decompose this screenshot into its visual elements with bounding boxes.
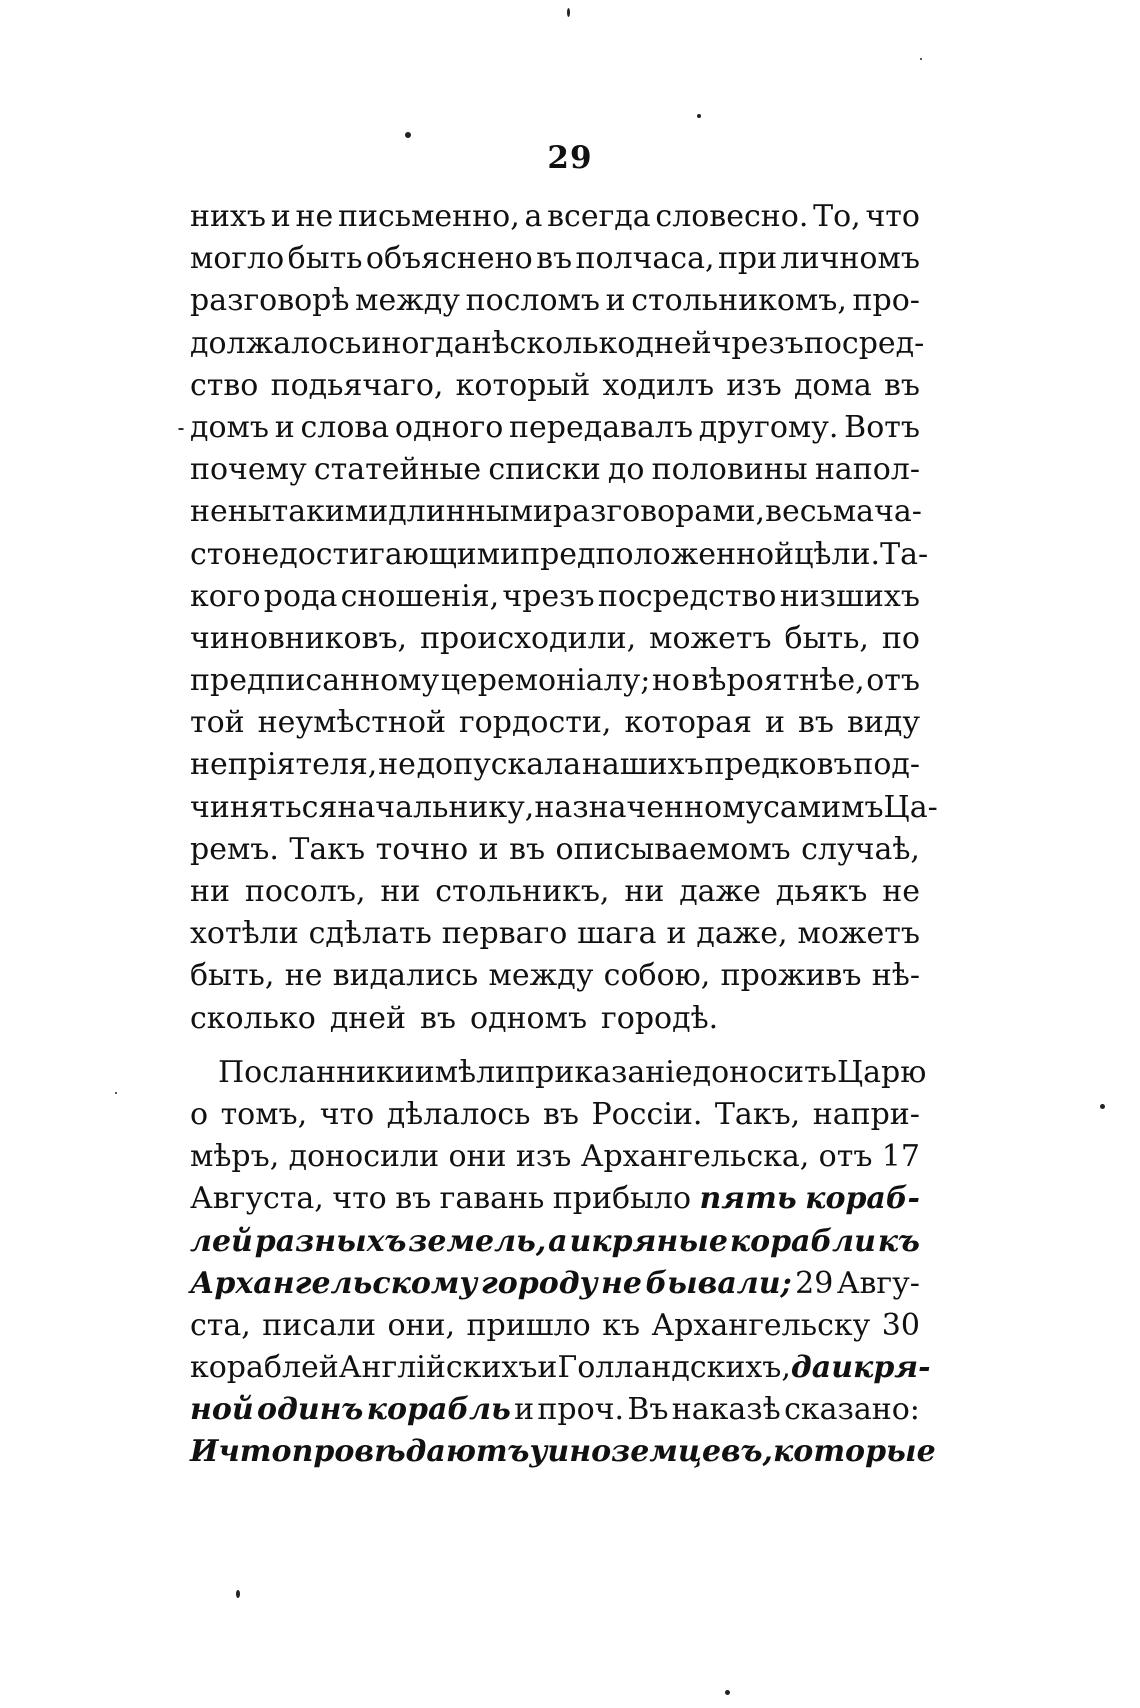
- word: которая: [624, 705, 752, 741]
- word: въ: [542, 1096, 579, 1132]
- word: напол-: [814, 452, 920, 488]
- word: точно: [375, 831, 469, 867]
- word: нѣ-: [871, 958, 920, 994]
- text-line: [190, 449, 920, 491]
- text-line: [190, 1431, 936, 1473]
- word: слова: [300, 409, 390, 445]
- italic-word: не: [601, 1265, 642, 1301]
- word: предположенной: [520, 536, 795, 572]
- word: доносить: [692, 1054, 837, 1090]
- word: имѣли: [414, 1054, 516, 1090]
- word: письменно,: [337, 199, 520, 234]
- word: видались: [332, 958, 479, 994]
- word: про-: [852, 283, 920, 319]
- word: и: [666, 916, 687, 952]
- word: почему: [190, 452, 307, 488]
- text-line: [190, 1263, 920, 1305]
- word: проч.: [537, 1392, 625, 1428]
- scan-speck: [1100, 1104, 1105, 1109]
- word: длинными: [388, 494, 553, 530]
- word: посолъ,: [244, 874, 366, 909]
- word: прибыло: [552, 1181, 692, 1217]
- word: церемоніалу;: [440, 663, 651, 699]
- word: дѣлалось: [386, 1096, 531, 1132]
- word: сказано:: [784, 1392, 920, 1428]
- word: полчаса,: [575, 241, 715, 277]
- word: а: [524, 199, 543, 234]
- word: быть: [287, 241, 363, 277]
- word: что: [332, 1181, 387, 1217]
- word: чиняться: [190, 789, 338, 825]
- page-number: 29: [547, 140, 593, 176]
- text-line: [190, 1052, 927, 1094]
- italic-word: икря-: [831, 1350, 931, 1386]
- word: можетъ: [797, 916, 920, 952]
- word: одного: [394, 409, 504, 445]
- text-line: [190, 196, 920, 238]
- word: и: [537, 1350, 558, 1386]
- word: той: [190, 705, 245, 741]
- word: ни: [190, 874, 230, 909]
- word: самимъ: [763, 789, 884, 825]
- word: не: [378, 747, 416, 783]
- word: въ: [536, 241, 573, 277]
- word: цѣли.: [794, 536, 881, 572]
- word: ста,: [190, 1307, 251, 1343]
- word: что: [319, 1096, 375, 1132]
- word: сношенія,: [340, 578, 500, 614]
- text-line: [190, 1094, 920, 1136]
- word: другому.: [698, 409, 839, 445]
- word: изъ: [726, 367, 782, 403]
- word: неумѣстной: [257, 705, 446, 741]
- italic-word: корабли: [729, 1223, 876, 1259]
- word: предковъ: [704, 747, 853, 783]
- word: Царю: [836, 1054, 927, 1090]
- text-line: [190, 660, 920, 702]
- text-line: [190, 871, 920, 913]
- word: томъ,: [220, 1096, 308, 1132]
- word: между: [355, 283, 460, 319]
- word: кого: [190, 578, 261, 614]
- word: и: [605, 283, 626, 319]
- word: сколько: [190, 1000, 316, 1036]
- word: достигающими: [279, 536, 521, 572]
- text-line: [190, 1178, 920, 1220]
- word: нены: [190, 494, 272, 530]
- italic-word: бывали;: [645, 1265, 792, 1301]
- word: Россіи.: [591, 1096, 703, 1132]
- word: городѣ.: [601, 1000, 719, 1036]
- word: Посланники: [218, 1054, 415, 1090]
- word: и: [764, 705, 785, 741]
- italic-word: къ: [877, 1223, 920, 1259]
- word: въ: [509, 831, 546, 867]
- word: подьячаго,: [270, 367, 444, 403]
- scan-speck: [567, 8, 570, 17]
- word: нѣсколько: [471, 325, 636, 361]
- word: Архангельску: [651, 1307, 871, 1343]
- word: и: [514, 1392, 535, 1428]
- italic-word: у: [529, 1434, 548, 1470]
- word: Та-: [880, 536, 929, 572]
- word: быть,: [784, 620, 869, 656]
- word: статейные: [313, 452, 482, 488]
- word: Вотъ: [844, 409, 920, 445]
- text-line: [190, 1389, 920, 1431]
- italic-word: пять: [699, 1181, 797, 1217]
- word: и: [478, 831, 499, 867]
- italic-word: Архангельскому: [190, 1265, 478, 1301]
- word: изъ: [515, 1139, 572, 1175]
- text-line: [190, 618, 920, 660]
- word: посред-: [803, 325, 925, 361]
- word: Архангельска,: [580, 1139, 810, 1175]
- word: доносили: [288, 1139, 440, 1175]
- text-line: [190, 744, 920, 786]
- word: посломъ: [465, 283, 600, 319]
- word: при: [717, 241, 778, 277]
- text-line: [190, 280, 920, 322]
- italic-word: что: [218, 1434, 292, 1470]
- word: допускала: [416, 747, 582, 783]
- word: 29: [795, 1265, 834, 1301]
- word: непріятеля,: [190, 747, 378, 783]
- word: отъ: [866, 663, 920, 699]
- italic-word: одинъ: [257, 1392, 364, 1428]
- italic-word: разныхъ: [254, 1223, 407, 1259]
- word: случаѣ,: [801, 831, 920, 867]
- text-line: [190, 534, 929, 576]
- word: между: [488, 958, 594, 994]
- word: въ: [797, 705, 834, 741]
- word: что: [865, 199, 920, 234]
- text-line: [190, 365, 920, 407]
- word: пришло: [466, 1307, 591, 1343]
- text-line: [190, 955, 920, 997]
- word: и: [274, 409, 295, 445]
- word: Англійскихъ: [338, 1350, 538, 1386]
- word: ча-: [874, 494, 922, 530]
- word: предписанному: [190, 663, 440, 699]
- word: можетъ: [649, 620, 772, 656]
- word: разговорѣ: [190, 283, 350, 319]
- word: вѣроятнѣе,: [691, 663, 865, 699]
- word: такими: [271, 494, 389, 530]
- word: 17: [881, 1139, 920, 1175]
- word: посредство: [597, 578, 777, 614]
- word: под-: [853, 747, 920, 783]
- text-line: [190, 829, 920, 871]
- word: напри-: [812, 1096, 920, 1132]
- word: перваго: [441, 916, 568, 952]
- word: личномъ: [780, 241, 920, 277]
- italic-word: земель,: [408, 1223, 547, 1259]
- word: всегда: [547, 199, 651, 234]
- text-line: [190, 491, 920, 533]
- word: мѣръ,: [190, 1139, 280, 1175]
- word: хотѣли: [190, 916, 299, 952]
- word: отъ: [818, 1139, 873, 1175]
- italic-word: провѣдаютъ: [291, 1434, 530, 1470]
- word: и: [270, 199, 291, 234]
- word: въ: [395, 1181, 432, 1217]
- word: Авгу-: [836, 1265, 920, 1301]
- text-line: [190, 998, 920, 1040]
- word: рода: [263, 578, 338, 614]
- text-line: [190, 1136, 920, 1178]
- text-line: [190, 323, 925, 365]
- word: описываемомъ: [555, 831, 791, 867]
- word: чиновниковъ,: [190, 620, 408, 656]
- scan-speck: [920, 58, 922, 60]
- text-line: [190, 407, 920, 449]
- word: Въ: [627, 1392, 669, 1428]
- word: должалось: [190, 325, 362, 361]
- scan-speck: [725, 1690, 730, 1695]
- italic-word: икряные: [569, 1223, 728, 1259]
- word: не: [295, 199, 334, 234]
- word: Такъ: [289, 831, 366, 867]
- word: до: [607, 452, 645, 488]
- word: ремъ.: [190, 831, 279, 867]
- word: весьма: [765, 494, 875, 530]
- word: Августа,: [190, 1181, 324, 1217]
- word: но: [651, 663, 690, 699]
- body-text: [190, 196, 938, 1474]
- word: сдѣлать: [308, 916, 432, 952]
- word: не: [882, 874, 920, 909]
- word: они: [448, 1139, 507, 1175]
- word: могло: [190, 241, 285, 277]
- scan-speck: [697, 114, 701, 118]
- word: который: [455, 367, 591, 403]
- italic-word: городу: [480, 1265, 598, 1301]
- word: списки: [488, 452, 601, 488]
- italic-word: корабль: [366, 1392, 511, 1428]
- scan-speck: [178, 428, 184, 430]
- word: дома: [793, 367, 872, 403]
- word: ство: [190, 367, 259, 403]
- word: ни: [380, 874, 421, 909]
- word: даже,: [696, 916, 788, 952]
- word: дней: [635, 325, 712, 361]
- word: къ: [602, 1307, 641, 1343]
- word: они,: [387, 1307, 456, 1343]
- word: начальнику,: [337, 789, 535, 825]
- word: чрезъ: [711, 325, 804, 361]
- italic-word: да: [790, 1350, 832, 1386]
- word: по: [881, 620, 920, 656]
- word: гордости,: [458, 705, 612, 741]
- word: 30: [881, 1307, 920, 1343]
- scan-speck: [236, 1590, 240, 1598]
- word: кораблей: [190, 1350, 339, 1386]
- word: приказаніе: [515, 1054, 693, 1090]
- word: писали: [262, 1307, 377, 1343]
- word: происходили,: [420, 620, 637, 656]
- italic-word: лей: [190, 1223, 253, 1259]
- word: о: [190, 1096, 209, 1132]
- word: То,: [813, 199, 861, 234]
- word: Голландскихъ,: [557, 1350, 791, 1386]
- word: иногда: [361, 325, 472, 361]
- text-line: [190, 238, 920, 280]
- scan-speck: [405, 132, 411, 138]
- word: стольникомъ,: [631, 283, 847, 319]
- word: ни: [624, 874, 665, 909]
- word: чрезъ: [502, 578, 595, 614]
- text-line: [190, 787, 938, 829]
- italic-word: ной: [190, 1392, 254, 1428]
- italic-word: иноземцевъ,: [547, 1434, 773, 1470]
- word: Ца-: [883, 789, 938, 825]
- word: гавань: [439, 1181, 545, 1217]
- word: проживъ: [720, 958, 862, 994]
- scan-speck: [115, 1092, 117, 1094]
- text-line: [190, 702, 920, 744]
- word: домъ: [190, 409, 269, 445]
- word: даже: [679, 874, 761, 909]
- word: передавалъ: [509, 409, 694, 445]
- word: Такъ,: [714, 1096, 801, 1132]
- word: быть,: [190, 958, 275, 994]
- text-line: [190, 576, 920, 618]
- word: дней: [329, 1000, 407, 1036]
- word: нихъ: [190, 199, 266, 234]
- italic-word: кораб-: [805, 1181, 920, 1217]
- word: въ: [420, 1000, 457, 1036]
- text-line: [190, 1221, 920, 1263]
- word: половины: [651, 452, 808, 488]
- word: словесно.: [655, 199, 809, 234]
- word: виду: [846, 705, 920, 741]
- text-line: [190, 1347, 931, 1389]
- word: нашихъ: [581, 747, 704, 783]
- word: не: [284, 958, 323, 994]
- word: шага: [577, 916, 657, 952]
- word: ходилъ: [602, 367, 715, 403]
- word: собою,: [603, 958, 711, 994]
- word: въ: [883, 367, 920, 403]
- word: разговорами,: [552, 494, 766, 530]
- word: дьякъ: [775, 874, 868, 909]
- word: наказѣ: [671, 1392, 781, 1428]
- text-line: [190, 913, 920, 955]
- word: не: [241, 536, 280, 572]
- word: объяснено: [365, 241, 533, 277]
- italic-word: которые: [773, 1434, 936, 1470]
- word: назначенному: [534, 789, 764, 825]
- word: стольникъ,: [435, 874, 610, 909]
- text-line: [190, 1305, 920, 1347]
- italic-word: И: [190, 1434, 219, 1470]
- word: сто: [190, 536, 242, 572]
- italic-word: а: [548, 1223, 568, 1259]
- word: низшихъ: [779, 578, 920, 614]
- word: одномъ: [470, 1000, 588, 1036]
